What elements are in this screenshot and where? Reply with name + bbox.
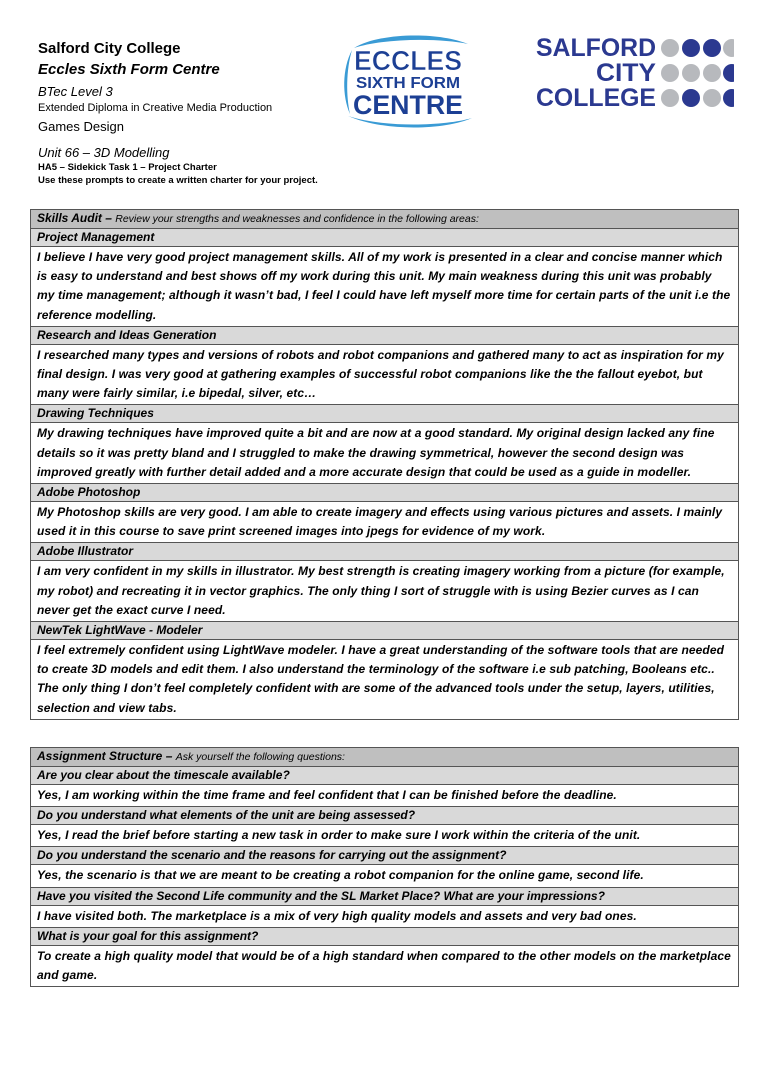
answer: Yes, I read the brief before starting a new task in order to make sure I work within the criteria of the unit. bbox=[31, 825, 739, 847]
logo-dot bbox=[703, 39, 721, 57]
skill-response: My drawing techniques have improved quite a bit and are now at a good standard. My original design lacked any fine details so it was pretty bland and I struggled to make the drawing symmetrical, however the second design was improved greatly with further detail added and a more accurate design that could be used as a guide in modeller. bbox=[31, 423, 739, 484]
question: What is your goal for this assignment? bbox=[31, 927, 739, 945]
answer: Yes, I am working within the time frame and feel confident that I can be finished before the deadline. bbox=[31, 785, 739, 807]
skill-label: Adobe Photoshop bbox=[31, 484, 739, 502]
table-row bbox=[31, 927, 739, 945]
question: Do you understand the scenario and the reasons for carrying out the assignment? bbox=[31, 847, 739, 865]
table-row bbox=[31, 847, 739, 865]
logo-dot bbox=[703, 89, 721, 107]
skill-response: I feel extremely confident using LightWave modeler. I have a great understanding of the software tools that are needed to create 3D models and edit them. I also understand the terminology of the software i.e sub patching, Booleans etc.. The only thing I don’t feel completely confident with are some of the advanced tools under the setup, layers, utilities, selection and view tabs. bbox=[31, 640, 739, 720]
table-row bbox=[31, 785, 739, 807]
question: Have you visited the Second Life community and the SL Market Place? What are your impressions? bbox=[31, 887, 739, 905]
skill-response: I am very confident in my skills in illustrator. My best strength is creating imagery working from a picture (for example, my robot) and recreating it in vector graphics. The only thing I sort of struggle with is using Bezier curves as I can never get the exact curve I need. bbox=[31, 561, 739, 622]
table-row bbox=[31, 405, 739, 423]
table-row bbox=[31, 502, 739, 543]
table-row bbox=[31, 905, 739, 927]
table-row bbox=[31, 484, 739, 502]
table-row bbox=[31, 807, 739, 825]
assignment-structure-header-row bbox=[31, 748, 739, 767]
skills-audit-subtitle: Review your strengths and weaknesses and confidence in the following areas: bbox=[115, 213, 479, 225]
logo-dot bbox=[682, 64, 700, 82]
table-row bbox=[31, 640, 739, 720]
skill-response: I researched many types and versions of robots and robot companions and gathered many to act as inspiration for my final design. I was very good at gathering examples of successful robot companions like the the fallout eyebot, but many were fairly similar, i.e bipedal, silver, etc… bbox=[31, 344, 739, 405]
skills-audit-table bbox=[30, 209, 739, 720]
pathway: Games Design bbox=[38, 119, 124, 134]
assignment-structure-subtitle: Ask yourself the following questions: bbox=[175, 751, 345, 763]
answer: Yes, the scenario is that we are meant to be creating a robot companion for the online game, second life. bbox=[31, 865, 739, 887]
task-instruction: Use these prompts to create a written charter for your project. bbox=[38, 175, 318, 186]
skills-audit-title: Skills Audit – bbox=[37, 211, 112, 225]
skill-response: My Photoshop skills are very good. I am able to create imagery and effects using various pictures and assets. I mainly used it in this course to save print screened images into jpegs for evidence of my work. bbox=[31, 502, 739, 543]
logo-dot bbox=[723, 64, 734, 82]
logo-line-3: CENTRE bbox=[353, 90, 463, 120]
assignment-structure-table bbox=[30, 747, 739, 987]
table-row bbox=[31, 865, 739, 887]
table-row bbox=[31, 622, 739, 640]
document-header bbox=[38, 38, 338, 187]
task-title: HA5 – Sidekick Task 1 – Project Charter bbox=[38, 162, 217, 173]
table-row bbox=[31, 543, 739, 561]
logo-dot bbox=[661, 39, 679, 57]
skill-label: Project Management bbox=[31, 229, 739, 247]
logo-line-1: ECCLES bbox=[354, 45, 462, 76]
logo-dot bbox=[661, 64, 679, 82]
assignment-structure-title: Assignment Structure – bbox=[37, 749, 173, 763]
logo-word-salford: SALFORD bbox=[536, 34, 656, 62]
answer: To create a high quality model that would be of a high standard when compared to the other models on the marketplace and game. bbox=[31, 945, 739, 986]
centre-name: Eccles Sixth Form Centre bbox=[38, 61, 220, 78]
eccles-logo bbox=[340, 34, 476, 130]
logo-dot bbox=[703, 64, 721, 82]
skill-label: Research and Ideas Generation bbox=[31, 326, 739, 344]
skills-audit-header-row bbox=[31, 210, 739, 229]
table-row bbox=[31, 945, 739, 986]
table-row bbox=[31, 423, 739, 484]
question: Do you understand what elements of the unit are being assessed? bbox=[31, 807, 739, 825]
table-row bbox=[31, 344, 739, 405]
assignment-structure-header bbox=[31, 748, 739, 767]
table-row bbox=[31, 247, 739, 327]
table-row bbox=[31, 825, 739, 847]
table-row bbox=[31, 767, 739, 785]
college-name: Salford City College bbox=[38, 40, 181, 57]
unit-title: Unit 66 – 3D Modelling bbox=[38, 145, 170, 160]
skill-label: NewTek LightWave - Modeler bbox=[31, 622, 739, 640]
diploma-title: Extended Diploma in Creative Media Production bbox=[38, 102, 273, 114]
course-level: BTec Level 3 bbox=[38, 84, 113, 99]
table-row bbox=[31, 326, 739, 344]
logo-dot bbox=[723, 89, 734, 107]
logo-word-city: CITY bbox=[596, 59, 657, 87]
logo-swoosh-left bbox=[344, 50, 352, 114]
skill-response: I believe I have very good project management skills. All of my work is presented in a clear and concise manner which is easy to understand and best shows off my work during this unit. My main weakness during this unit was probably my time management; although it wasn’t bad, I feel I could have left myself more time for certain parts of the unit i.e the reference modelling. bbox=[31, 247, 739, 327]
skill-label: Adobe Illustrator bbox=[31, 543, 739, 561]
answer: I have visited both. The marketplace is a mix of very high quality models and assets and very bad ones. bbox=[31, 905, 739, 927]
logo-line-2: SIXTH FORM bbox=[356, 75, 460, 92]
logo-dot bbox=[723, 39, 734, 57]
table-row bbox=[31, 887, 739, 905]
logo-word-college: COLLEGE bbox=[536, 84, 656, 112]
skills-audit-header bbox=[31, 210, 739, 229]
logo-dot bbox=[682, 39, 700, 57]
question: Are you clear about the timescale available? bbox=[31, 767, 739, 785]
table-row bbox=[31, 229, 739, 247]
table-row bbox=[31, 561, 739, 622]
logo-dot-grid bbox=[661, 39, 734, 107]
logo-dot bbox=[682, 89, 700, 107]
salford-logo bbox=[534, 34, 734, 112]
logo-dot bbox=[661, 89, 679, 107]
skill-label: Drawing Techniques bbox=[31, 405, 739, 423]
